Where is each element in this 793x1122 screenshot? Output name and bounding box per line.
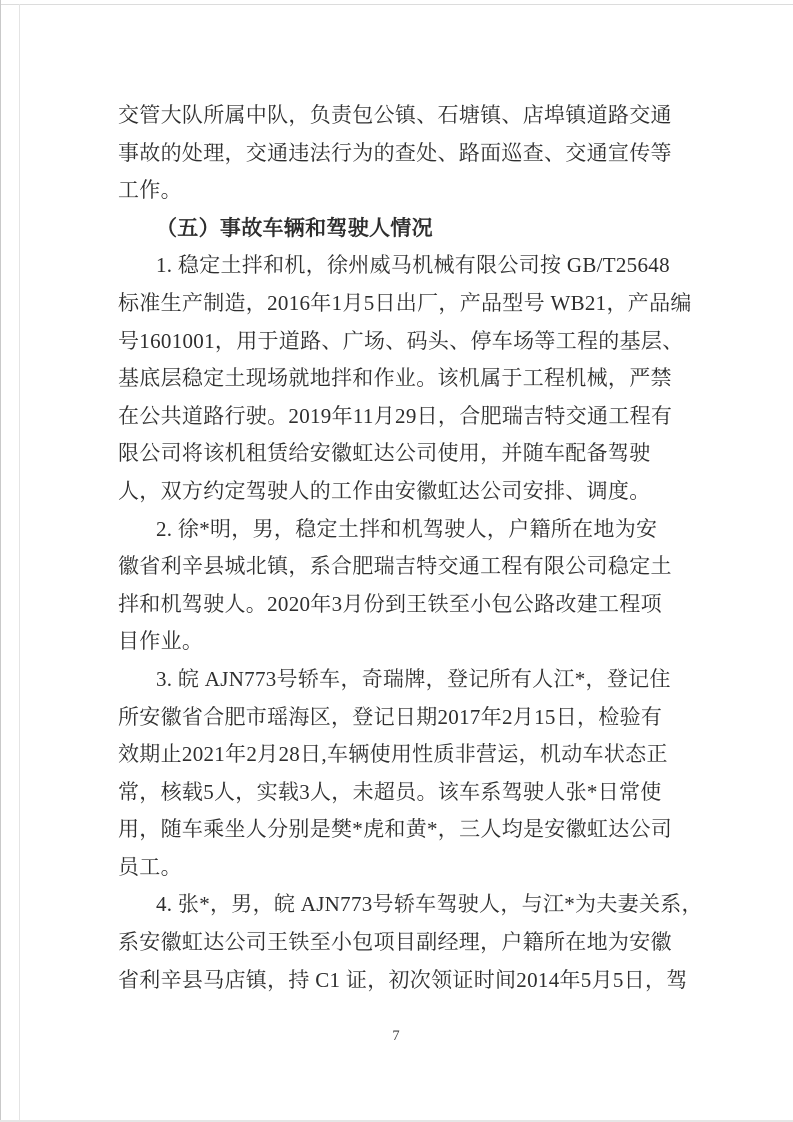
text-line: 在公共道路行驶。2019年11月29日，合肥瑞吉特交通工程有 — [118, 403, 673, 428]
text-line: 2. 徐*明，男，稳定土拌和机驾驶人，户籍所在地为安 — [156, 516, 658, 541]
paragraph-item-3 — [118, 661, 680, 887]
section-heading: （五）事故车辆和驾驶人情况 — [156, 215, 433, 240]
page-number: 7 — [392, 1028, 401, 1044]
text-line: 系安徽虹达公司王铁至小包项目副经理，户籍所在地为安徽 — [118, 930, 672, 955]
scan-edge-left-outer — [0, 0, 1, 1122]
text-line: 基底层稳定土现场就地拌和作业。该机属于工程机械，严禁 — [118, 366, 672, 391]
text-line: 3. 皖 AJN773号轿车，奇瑞牌，登记所有人江*，登记住 — [156, 666, 671, 691]
paragraph-item-1 — [118, 247, 692, 510]
text-line: 事故的处理，交通违法行为的查处、路面巡查、交通宣传等 — [118, 140, 672, 165]
document-body — [118, 97, 703, 999]
section-heading-block — [118, 210, 680, 248]
text-line: 用，随车乘坐人分别是樊*虎和黄*，三人均是安徽虹达公司 — [118, 817, 673, 842]
text-line: 人，双方约定驾驶人的工作由安徽虹达公司安排、调度。 — [118, 478, 651, 503]
text-line: 所安徽省合肥市瑶海区，登记日期2017年2月15日，检验有 — [118, 704, 663, 729]
text-line: 交管大队所属中队，负责包公镇、石塘镇、店埠镇道路交通 — [118, 103, 672, 127]
text-line: 常，核载5人，实载3人，未超员。该车系驾驶人张*日常使 — [118, 779, 662, 804]
text-line: 徽省利辛县城北镇，系合肥瑞吉特交通工程有限公司稳定土 — [118, 554, 672, 579]
text-line: 工作。 — [118, 178, 182, 203]
text-line: 1. 稳定土拌和机，徐州威马机械有限公司按 GB/T25648 — [156, 253, 670, 278]
paragraph-item-4 — [118, 886, 703, 999]
paragraph-continuation — [118, 97, 680, 210]
text-line: 4. 张*，男，皖 AJN773号轿车驾驶人，与江*为夫妻关系， — [156, 892, 703, 917]
text-line: 员工。 — [118, 854, 182, 879]
text-line: 拌和机驾驶人。2020年3月份到王铁至小包公路改建工程项 — [118, 591, 662, 616]
text-line: 限公司将该机租赁给安徽虹达公司使用，并随车配备驾驶 — [118, 441, 651, 466]
scan-edge-top — [0, 4, 793, 5]
text-line: 省利辛县马店镇，持 C1 证，初次领证时间2014年5月5日，驾 — [118, 967, 688, 992]
paragraph-item-2 — [118, 511, 680, 661]
text-line: 标准生产制造，2016年1月5日出厂，产品型号 WB21，产品编 — [118, 290, 692, 315]
text-line: 效期止2021年2月28日,车辆使用性质非营运，机动车状态正 — [118, 742, 668, 767]
text-line: 目作业。 — [118, 629, 204, 654]
text-line: 号1601001，用于道路、广场、码头、停车场等工程的基层、 — [118, 328, 684, 353]
scan-edge-left-inner — [19, 4, 20, 1122]
